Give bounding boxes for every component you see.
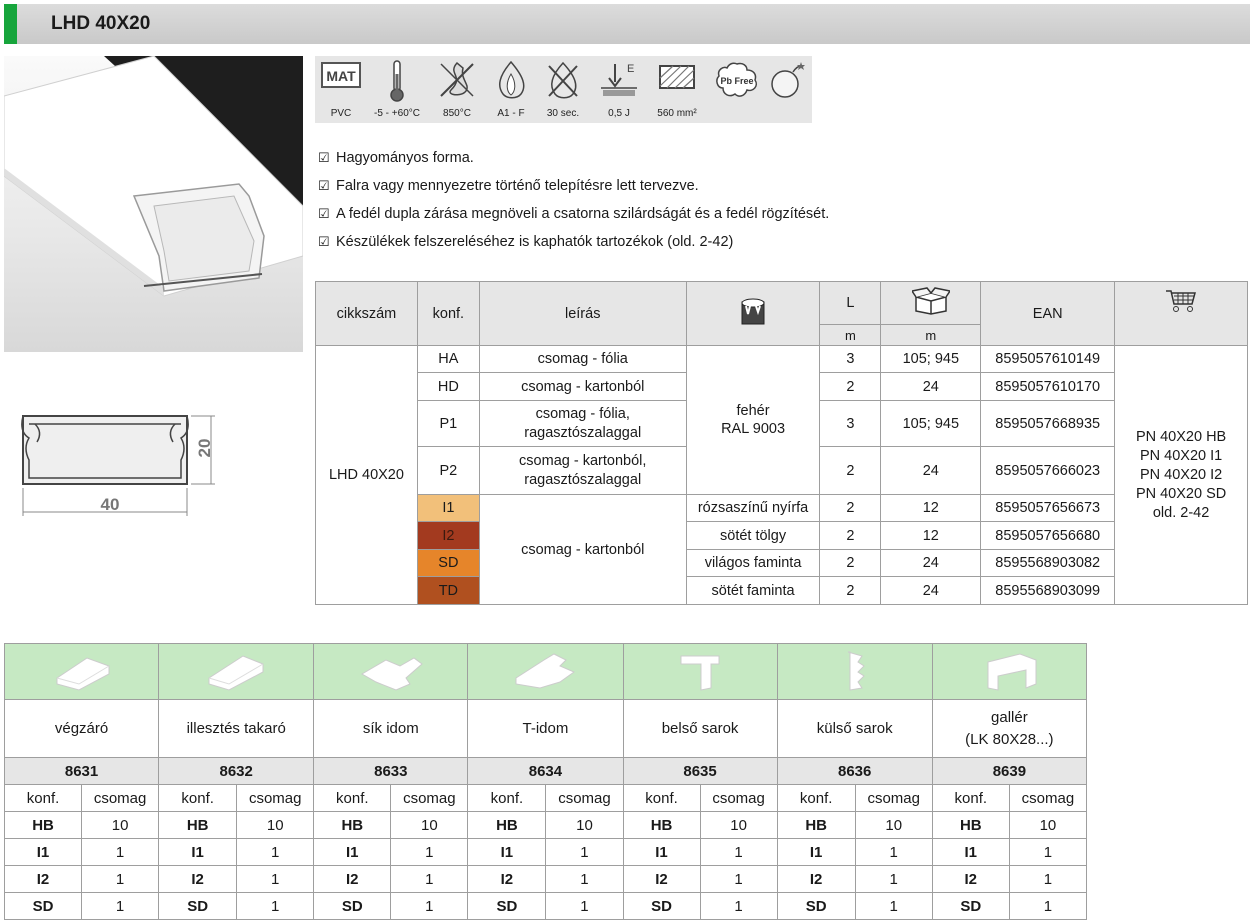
t-piece-image <box>468 644 623 700</box>
paint-bucket-icon <box>738 298 768 326</box>
accessories-table <box>4 643 1087 920</box>
conf-header: konf. <box>623 785 700 812</box>
conf-cell: HD <box>417 373 479 401</box>
conf-cell: I2 <box>623 866 700 893</box>
table-row <box>5 866 1087 893</box>
desc-cell: csomag - kartonból <box>479 373 686 401</box>
length-cell: 2 <box>820 577 881 605</box>
pack-cell: 10 <box>546 812 623 839</box>
ean-cell: 8595568903082 <box>981 550 1115 577</box>
pack-cell: 1 <box>237 839 314 866</box>
table-row <box>5 893 1087 920</box>
ean-cell: 8595057668935 <box>981 401 1115 447</box>
pack-header: csomag <box>855 785 932 812</box>
accessory-name: T-idom <box>468 700 623 758</box>
pb-free-icon <box>711 56 763 123</box>
pack-cell: 10 <box>237 812 314 839</box>
header-length: L <box>820 282 881 325</box>
conf-cell: I2 <box>777 866 855 893</box>
conf-cell: I1 <box>932 839 1009 866</box>
accessory-name: végzáró <box>5 700 159 758</box>
accessory-name: gallér (LK 80X28...) <box>932 700 1086 758</box>
fire-class-label: A1 - F <box>497 108 525 119</box>
accessory-code: 8632 <box>159 758 314 785</box>
impact-energy-badge: E <box>627 63 635 75</box>
table-row <box>316 346 1248 373</box>
header-code: cikkszám <box>316 282 418 346</box>
pack-cell: 1 <box>1009 893 1086 920</box>
conf-header: konf. <box>314 785 391 812</box>
pack-header: csomag <box>700 785 777 812</box>
ean-cell: 8595057666023 <box>981 447 1115 495</box>
end-cap-image <box>5 644 159 700</box>
feature-list <box>318 148 829 260</box>
table-row <box>316 522 1248 550</box>
impact-icon <box>593 56 645 123</box>
pack-cell: 1 <box>391 839 468 866</box>
header-ean: EAN <box>981 282 1115 346</box>
feature-text: Hagyományos forma. <box>336 150 474 166</box>
header-pack <box>881 282 981 325</box>
conf-cell: P1 <box>417 401 479 447</box>
pack-cell: 105; 945 <box>881 346 981 373</box>
product-table <box>315 281 1248 605</box>
pack-cell: 1 <box>700 866 777 893</box>
pack-header: csomag <box>1009 785 1086 812</box>
pack-cell: 1 <box>546 893 623 920</box>
feature-item <box>318 232 829 260</box>
accessory-code: 8635 <box>623 758 777 785</box>
table-row <box>316 550 1248 577</box>
product-code-cell: LHD 40X20 <box>316 346 418 605</box>
header-desc: leírás <box>479 282 686 346</box>
box-icon <box>912 287 950 315</box>
color-cell: rózsaszínű nyírfa <box>686 495 820 522</box>
conf-cell: SD <box>623 893 700 920</box>
conf-cell: I2 <box>932 866 1009 893</box>
accessory-name: belső sarok <box>623 700 777 758</box>
pack-header: csomag <box>546 785 623 812</box>
accessory-code: 8631 <box>5 758 159 785</box>
pack-cell: 1 <box>391 866 468 893</box>
conf-cell: HB <box>468 812 546 839</box>
conf-cell: SD <box>159 893 237 920</box>
pack-cell: 1 <box>391 893 468 920</box>
feature-text: A fedél dupla zárása megnöveli a csatorna szilárdságát és a fedél rögzítését. <box>336 206 830 222</box>
length-cell: 2 <box>820 550 881 577</box>
conf-cell: HB <box>932 812 1009 839</box>
color-white-cell: fehér RAL 9003 <box>686 346 820 495</box>
pack-header: csomag <box>237 785 314 812</box>
pack-cell: 12 <box>881 495 981 522</box>
accessory-name: illesztés takaró <box>159 700 314 758</box>
cross-section-drawing <box>15 402 225 520</box>
checkbox-icon: ☑ <box>318 178 330 193</box>
pack-cell: 1 <box>855 866 932 893</box>
conf-header: konf. <box>159 785 237 812</box>
conf-cell: HB <box>623 812 700 839</box>
conf-cell: I1 <box>314 839 391 866</box>
conf-cell: SD <box>5 893 82 920</box>
pack-cell: 1 <box>855 839 932 866</box>
cross-section-label: 560 mm² <box>657 108 697 119</box>
feature-item <box>318 176 829 204</box>
conf-header: konf. <box>5 785 82 812</box>
pack-cell: 1 <box>855 893 932 920</box>
pack-cell: 1 <box>546 839 623 866</box>
product-photo <box>4 56 303 352</box>
color-cell: sötét tölgy <box>686 522 820 550</box>
accessories-note-cell: PN 40X20 HB PN 40X20 I1 PN 40X20 I2 PN 40X20 SD old. 2-42 <box>1115 346 1248 605</box>
conf-cell: I2 <box>468 866 546 893</box>
pack-cell: 10 <box>82 812 159 839</box>
property-icon-strip <box>315 56 812 123</box>
header-cart <box>1115 282 1248 346</box>
ean-cell: 8595057610170 <box>981 373 1115 401</box>
conf-cell: I1 <box>159 839 237 866</box>
length-cell: 2 <box>820 447 881 495</box>
impact-energy-label: 0,5 J <box>608 108 630 119</box>
desc-cell: csomag - fólia, ragasztószalaggal <box>479 401 686 447</box>
table-row <box>5 839 1087 866</box>
pack-cell: 10 <box>391 812 468 839</box>
accessory-code: 8633 <box>314 758 468 785</box>
conf-header: konf. <box>468 785 546 812</box>
pack-cell: 1 <box>237 893 314 920</box>
bomb-icon <box>761 56 813 123</box>
temperature-label: -5 - +60°C <box>374 108 420 119</box>
pack-cell: 10 <box>700 812 777 839</box>
checkbox-icon: ☑ <box>318 206 330 221</box>
length-cell: 2 <box>820 495 881 522</box>
conf-cell: I1 <box>777 839 855 866</box>
conf-cell: SD <box>417 550 479 577</box>
color-cell: világos faminta <box>686 550 820 577</box>
glow-wire-label: 850°C <box>443 108 471 119</box>
length-cell: 2 <box>820 522 881 550</box>
pack-cell: 24 <box>881 447 981 495</box>
height-dimension-label: 20 <box>195 438 214 458</box>
pack-header: csomag <box>391 785 468 812</box>
header-color <box>686 282 820 346</box>
accessory-header-row <box>5 785 1087 812</box>
header-conf: konf. <box>417 282 479 346</box>
pack-cell: 12 <box>881 522 981 550</box>
feature-item <box>318 204 829 232</box>
extinguish-time-label: 30 sec. <box>546 108 580 119</box>
self-extinguish-icon <box>537 56 589 123</box>
conf-cell: SD <box>777 893 855 920</box>
collar-image <box>932 644 1086 700</box>
checkbox-icon: ☑ <box>318 234 330 249</box>
conf-cell: SD <box>468 893 546 920</box>
feature-text: Készülékek felszereléséhez is kaphatók tartozékok (old. 2-42) <box>336 234 734 250</box>
conf-header: konf. <box>777 785 855 812</box>
conf-cell: I1 <box>623 839 700 866</box>
title-bar <box>4 4 1250 44</box>
accessory-code: 8634 <box>468 758 623 785</box>
pack-cell: 1 <box>237 866 314 893</box>
conf-cell: HB <box>777 812 855 839</box>
conf-cell: HB <box>314 812 391 839</box>
desc-cell: csomag - fólia <box>479 346 686 373</box>
accessory-code: 8639 <box>932 758 1086 785</box>
table-row <box>316 495 1248 522</box>
conf-cell: I2 <box>314 866 391 893</box>
cross-section-icon <box>651 56 703 123</box>
ean-cell: 8595057610149 <box>981 346 1115 373</box>
conf-cell: HA <box>417 346 479 373</box>
shopping-cart-icon <box>1164 288 1198 314</box>
desc-cell: csomag - kartonból, ragasztószalaggal <box>479 447 686 495</box>
pack-cell: 10 <box>1009 812 1086 839</box>
conf-cell: HB <box>5 812 82 839</box>
accessory-name: sík idom <box>314 700 468 758</box>
table-row <box>5 812 1087 839</box>
conf-cell: I1 <box>468 839 546 866</box>
length-cell: 3 <box>820 401 881 447</box>
ean-cell: 8595057656680 <box>981 522 1115 550</box>
pack-cell: 1 <box>700 839 777 866</box>
conf-header: konf. <box>932 785 1009 812</box>
mat-icon <box>315 56 367 123</box>
conf-cell: I1 <box>5 839 82 866</box>
flat-angle-image <box>314 644 468 700</box>
conf-cell: SD <box>932 893 1009 920</box>
pack-cell: 1 <box>1009 866 1086 893</box>
color-cell: sötét faminta <box>686 577 820 605</box>
length-cell: 2 <box>820 373 881 401</box>
pb-free-badge: Pb Free <box>720 76 754 86</box>
ean-cell: 8595057656673 <box>981 495 1115 522</box>
width-dimension-label: 40 <box>100 495 120 514</box>
pack-cell: 1 <box>1009 839 1086 866</box>
header-length-unit: m <box>820 325 881 346</box>
material-label: PVC <box>330 108 352 119</box>
conf-cell: I1 <box>417 495 479 522</box>
length-cell: 3 <box>820 346 881 373</box>
table-row <box>316 577 1248 605</box>
outer-corner-image <box>777 644 932 700</box>
pack-header: csomag <box>82 785 159 812</box>
feature-item <box>318 148 829 176</box>
inner-corner-image <box>623 644 777 700</box>
conf-cell: I2 <box>417 522 479 550</box>
pack-cell: 1 <box>82 866 159 893</box>
conf-cell: P2 <box>417 447 479 495</box>
ean-cell: 8595568903099 <box>981 577 1115 605</box>
pack-cell: 10 <box>855 812 932 839</box>
pack-cell: 24 <box>881 550 981 577</box>
conf-cell: HB <box>159 812 237 839</box>
desc-cell: csomag - kartonból <box>479 495 686 605</box>
pack-cell: 1 <box>82 893 159 920</box>
pack-cell: 24 <box>881 577 981 605</box>
accessory-name: külső sarok <box>777 700 932 758</box>
pack-cell: 1 <box>82 839 159 866</box>
conf-cell: I2 <box>5 866 82 893</box>
conf-cell: SD <box>314 893 391 920</box>
checkbox-icon: ☑ <box>318 150 330 165</box>
accessory-code: 8636 <box>777 758 932 785</box>
header-pack-unit: m <box>881 325 981 346</box>
thermometer-icon <box>371 56 423 123</box>
joint-cover-image <box>159 644 314 700</box>
conf-cell: TD <box>417 577 479 605</box>
conf-cell: I2 <box>159 866 237 893</box>
pack-cell: 105; 945 <box>881 401 981 447</box>
pack-cell: 1 <box>546 866 623 893</box>
pack-cell: 1 <box>700 893 777 920</box>
mat-badge: MAT <box>326 68 356 84</box>
page-title: LHD 40X20 <box>51 13 151 34</box>
feature-text: Falra vagy mennyezetre történő telepítésre lett tervezve. <box>336 178 699 194</box>
pack-cell: 24 <box>881 373 981 401</box>
